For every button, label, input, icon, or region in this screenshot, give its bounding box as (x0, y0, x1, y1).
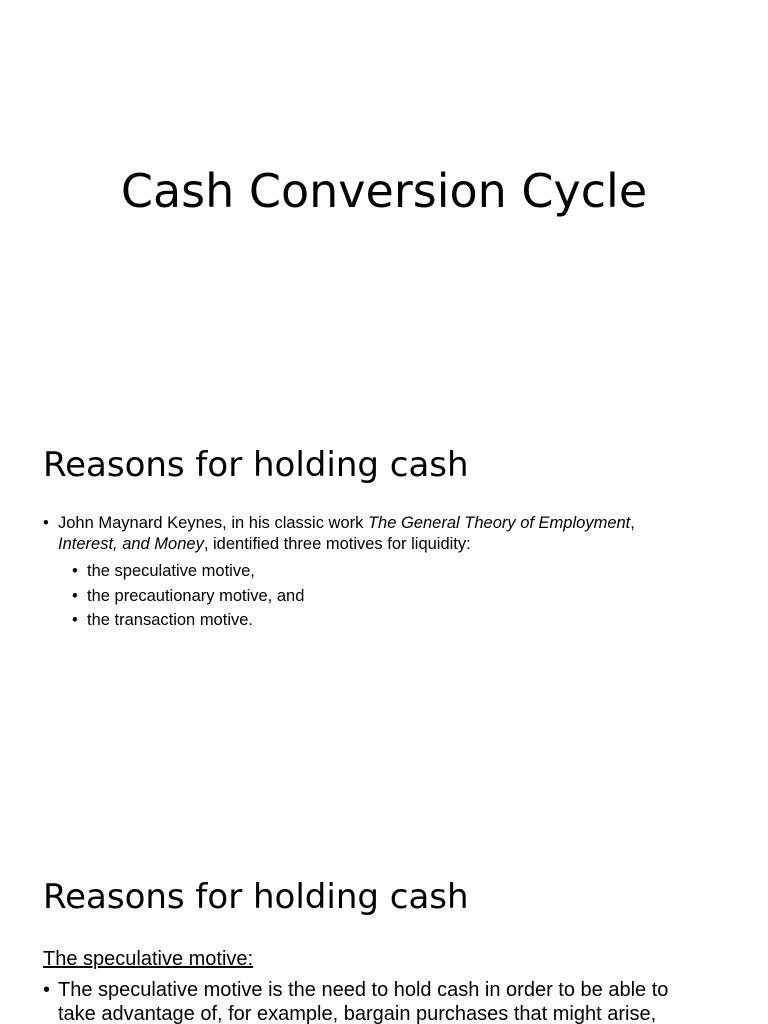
motive-transaction: • the transaction motive. (72, 608, 693, 633)
slide-heading: Reasons for holding cash (43, 445, 469, 485)
bullet-list (43, 978, 693, 1024)
bullet-list (43, 513, 693, 633)
slide-reasons-overview (0, 432, 768, 864)
book-title-part-1: The General Theory of Employment (367, 514, 631, 532)
motives-list (58, 559, 693, 633)
slide-title (0, 0, 768, 432)
bullet-comma: , (630, 514, 635, 532)
book-title-part-2: Interest, and Money (58, 535, 204, 553)
bullet-keynes (43, 513, 693, 633)
presentation-title: Cash Conversion Cycle (120, 164, 648, 218)
motive-speculative: • the speculative motive, (72, 559, 693, 584)
slide-speculative-motive (0, 864, 768, 1024)
slide-heading: Reasons for holding cash (43, 877, 469, 917)
bullet-text-suffix: , identified three motives for liquidity: (203, 535, 471, 553)
bullet-speculative-definition: • The speculative motive is the need to hold cash in order to be able to take advantage of, for example, bargain purchases that might arise, (43, 978, 693, 1024)
motive-precautionary: • the precautionary motive, and (72, 584, 693, 609)
bullet-text-prefix: John Maynard Keynes, in his classic work (58, 514, 368, 532)
speculative-motive-subheading: The speculative motive: (43, 948, 254, 970)
